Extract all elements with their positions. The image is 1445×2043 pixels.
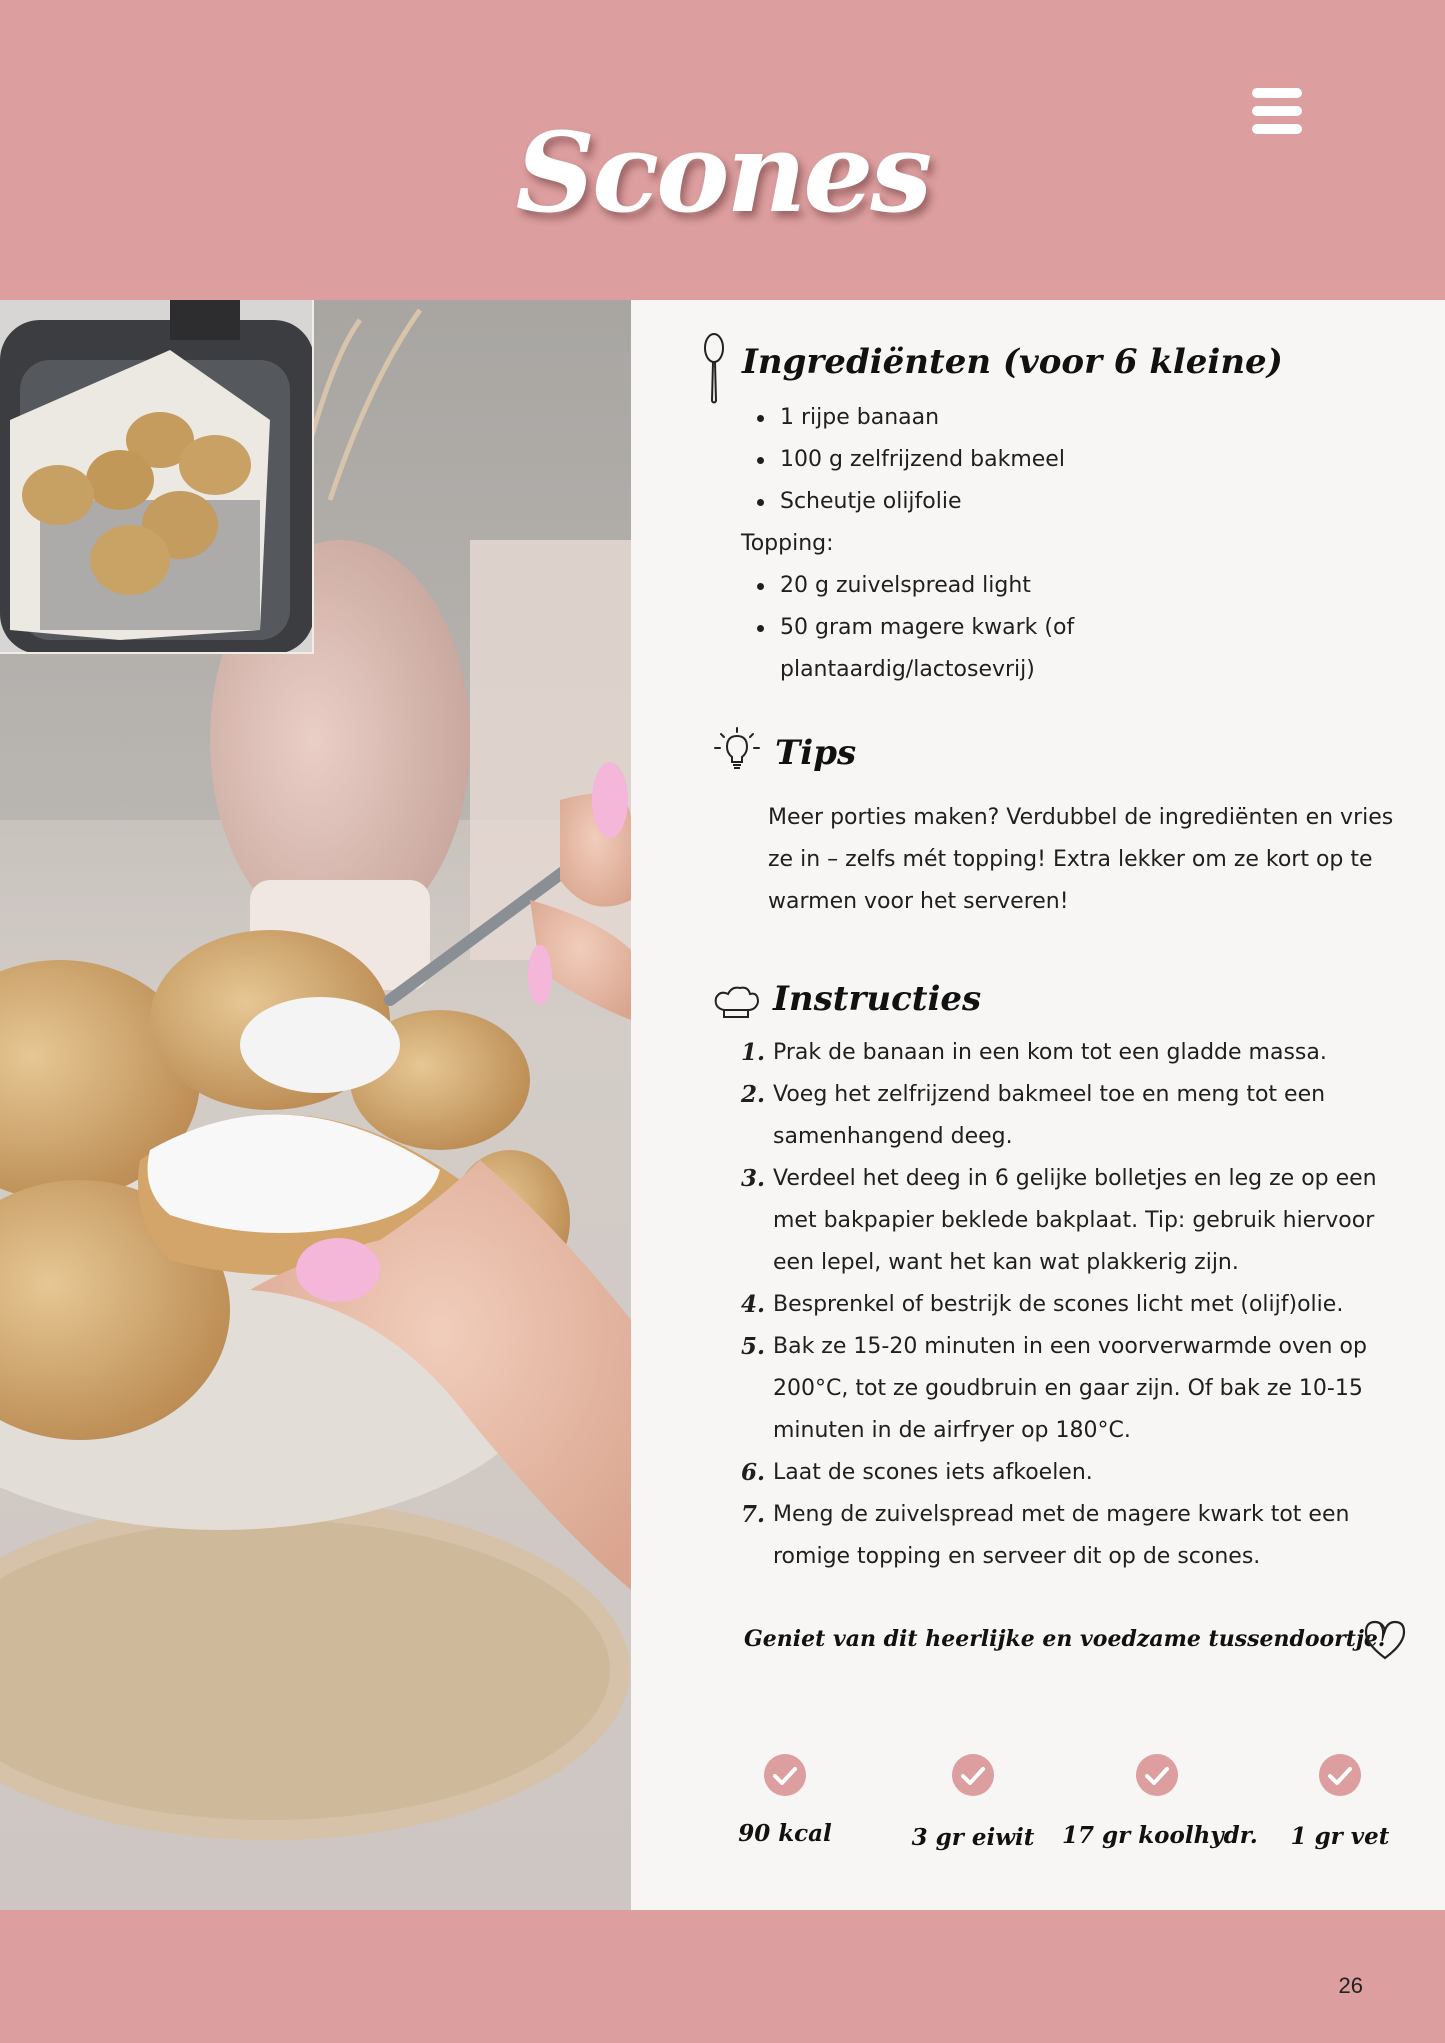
ingredient-item: 100 g zelfrijzend bakmeel	[780, 439, 1340, 481]
step-number: 3.	[741, 1165, 766, 1192]
instruction-step	[741, 1032, 1421, 1074]
instructions-list	[741, 1032, 1421, 1578]
page-footer	[0, 1910, 1445, 2043]
step-number: 1.	[741, 1039, 766, 1066]
tips-heading: Tips	[775, 733, 857, 773]
nutrition-value: 90 kcal	[738, 1820, 832, 1847]
step-text: Besprenkel of bestrijk de scones licht met (olijf)olie.	[773, 1292, 1344, 1317]
ingredient-item: 1 rijpe banaan	[780, 397, 1340, 439]
step-text: Prak de banaan in een kom tot een gladde massa.	[773, 1040, 1327, 1065]
closing-message: Geniet van dit heerlijke en voedzame tussendoortje!	[744, 1626, 1388, 1652]
nutrition-value: 3 gr eiwit	[911, 1824, 1035, 1851]
instruction-step	[741, 1284, 1421, 1326]
step-text: Verdeel het deeg in 6 gelijke bolletjes en leg ze op een met bakpapier beklede bakplaat. Tip: gebruik hiervoor een lepel, want het kan wat plakkerig zijn.	[773, 1166, 1377, 1275]
instruction-step	[741, 1452, 1421, 1494]
step-number: 7.	[741, 1501, 766, 1528]
ingredients-heading: Ingrediënten (voor 6 kleine)	[742, 342, 1283, 382]
nutrition-kcal	[690, 1754, 880, 1847]
ingredient-item: Scheutje olijfolie	[780, 481, 1340, 523]
check-circle-icon	[1136, 1754, 1178, 1796]
check-circle-icon	[764, 1754, 806, 1796]
nutrition-fat	[1245, 1754, 1435, 1850]
step-text: Voeg het zelfrijzend bakmeel toe en meng tot een samenhangend deeg.	[773, 1082, 1326, 1149]
instructions-heading: Instructies	[773, 979, 982, 1019]
topping-item: 50 gram magere kwark (of plantaardig/lactosevrij)	[780, 607, 1140, 691]
topping-label: Topping:	[741, 531, 834, 556]
nutrition-value: 17 gr koolhydr.	[1062, 1822, 1258, 1849]
step-number: 4.	[741, 1291, 766, 1318]
instruction-step	[741, 1494, 1421, 1578]
nutrition-protein	[878, 1754, 1068, 1851]
recipe-title: Scones	[515, 108, 930, 237]
step-text: Bak ze 15-20 minuten in een voorverwarmde oven op 200°C, tot ze goudbruin en gaar zijn. Of bak ze 10-15 minuten in de airfryer op 180°C.	[773, 1334, 1367, 1443]
topping-item: 20 g zuivelspread light	[780, 565, 1340, 607]
lightbulb-icon	[713, 726, 761, 774]
check-circle-icon	[952, 1754, 994, 1796]
heart-icon	[1362, 1618, 1408, 1664]
ingredients-list	[780, 397, 1340, 523]
step-number: 6.	[741, 1459, 766, 1486]
chef-hat-icon	[712, 984, 760, 1020]
hamburger-menu-icon[interactable]	[1252, 88, 1302, 134]
check-circle-icon	[1319, 1754, 1361, 1796]
step-number: 5.	[741, 1333, 766, 1360]
topping-list	[780, 565, 1340, 691]
step-text: Laat de scones iets afkoelen.	[773, 1460, 1093, 1485]
instruction-step	[741, 1326, 1421, 1452]
airfryer-inset-photo	[0, 300, 314, 654]
instruction-step	[741, 1074, 1421, 1158]
spoon-icon	[702, 333, 726, 405]
nutrition-value: 1 gr vet	[1290, 1823, 1390, 1850]
nutrition-carbs	[1062, 1754, 1258, 1849]
page-number: 26	[1338, 1973, 1363, 1998]
tips-text: Meer porties maken? Verdubbel de ingrediënten en vries ze in – zelfs mét topping! Extra lekker om ze kort op te warmen voor het serveren!	[768, 805, 1394, 914]
step-text: Meng de zuivelspread met de magere kwark tot een romige topping en serveer dit op de scones.	[773, 1502, 1350, 1569]
instruction-step	[741, 1158, 1421, 1284]
step-number: 2.	[741, 1081, 766, 1108]
